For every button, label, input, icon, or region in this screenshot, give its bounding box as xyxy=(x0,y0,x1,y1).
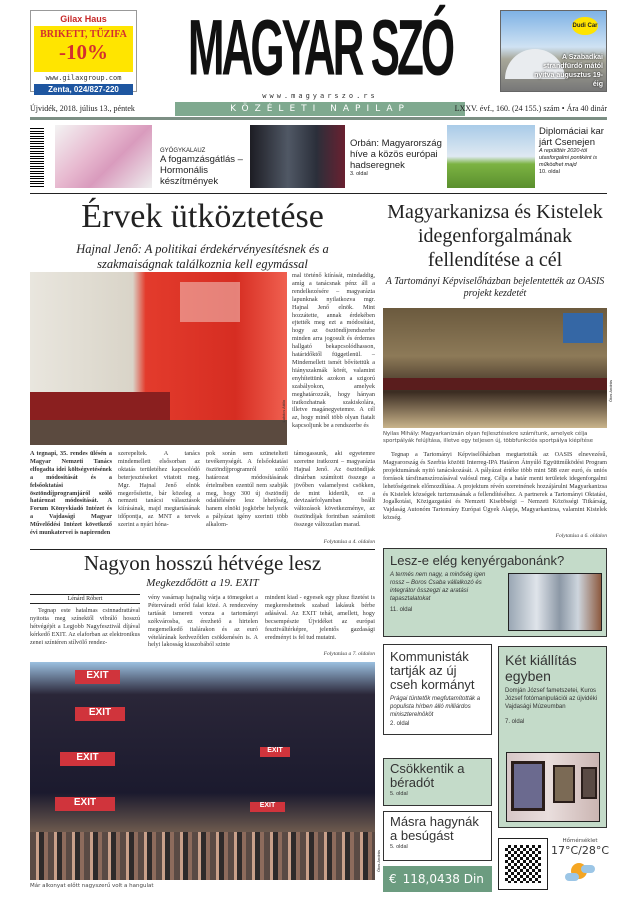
silo-photo xyxy=(508,573,602,631)
divider xyxy=(30,549,375,550)
box-czech[interactable] xyxy=(383,644,492,735)
exit-banner: EXIT xyxy=(55,797,115,811)
box-title: Lesz-e elég kenyérgabonánk? xyxy=(390,553,565,568)
exit-banner: EXIT xyxy=(60,752,115,766)
lead-col-1: A tegnapi, 35. rendes ülésén a Magyar Nemzeti Tanács elfogadta idei költségvetésének a módosítását és a felsőoktatási ösztöndíjprogramjáról szóló határozat módosítását. A Forum Könyvkiadó Intézet és a Vajdasági Magyar Művelődési Intézet következő évi munkatervei is napirenden xyxy=(30,450,112,537)
divider xyxy=(30,117,607,120)
box-wage[interactable] xyxy=(383,758,492,806)
box-page: 11. oldal xyxy=(390,607,413,613)
assembly-photo xyxy=(383,308,607,428)
exit-banner: EXIT xyxy=(250,802,285,812)
teaser-title: Diplomáciai kar járt Csenejen xyxy=(539,126,604,148)
teaser-title: A fogamzásgátlás – Hormonális készítmények xyxy=(160,154,243,187)
lead-col-4: támogassunk, aki egyetemre szeretne iratkozni – magyarázta Hajnal Jenő. Az ösztöndíjak dinárban számított összege a jövőben valamelyest csökken, de mint kiderült, ez a devizaárfolyamban beállt változások következménye, az ösztöndíjak forintban számított összege változatlan marad. xyxy=(294,450,375,529)
pills-photo xyxy=(55,125,152,188)
teaser-orban[interactable] xyxy=(350,138,445,177)
byline: Lénárd Róbert xyxy=(30,594,140,604)
box-bread[interactable] xyxy=(383,548,607,637)
ad-phone: Zenta, 024/827-220 xyxy=(34,84,133,95)
arrow-down-icon: ↓ xyxy=(489,872,500,886)
box-page: 5. oldal xyxy=(390,844,408,850)
exit-banner: EXIT xyxy=(75,670,120,684)
website[interactable]: www.magyarszo.rs xyxy=(262,92,378,100)
box-sub: Domján József fametszetei, Kuros József fotómanipulációi az újvidéki Vajdasági Múzeumban xyxy=(505,688,598,710)
second-caption: Nyilas Mihály: Magyarkanizsán olyan fejlesztésekre számítunk, amelyek célja sportpályák felújítása, illetve egy teljesen új, többfunkciós sportpálya kiépítése xyxy=(383,431,593,444)
teaser-page: 3. oldal xyxy=(350,171,368,177)
exit-continued[interactable]: Folytatása a 7. oldalon xyxy=(323,651,375,657)
date: Újvidék, 2018. július 13., péntek xyxy=(30,104,135,113)
box-sub: A termés nem nagy, a minőség igen rossz – Boros Csaba vállalkozó és integrátor összegzi az aratási tapasztalatokat xyxy=(390,572,486,602)
exit-col-1: Tegnap este hatalmas csinnadrattával nyitotta meg színektől vibráló hosszú hétvégéjét a Legjobb Nagyfesztivál díjával kérkedő EXIT. Az elaforban az elektronikus zenei színtéren stílvölő rendez- xyxy=(30,607,140,646)
box-page: 2. oldal xyxy=(390,721,410,727)
exit-caption: Már alkonyat előtt nagyszerű volt a hangulat xyxy=(30,883,154,889)
weather-label: Hőmérséklet xyxy=(562,838,598,844)
currency-rate xyxy=(383,866,500,892)
teaser-page: 10. oldal xyxy=(539,169,560,175)
orban-photo xyxy=(250,125,345,188)
helicopter-photo xyxy=(447,125,535,188)
weather-value: 17°C/28°C xyxy=(550,844,610,857)
tagline: KÖZÉLETI NAPILAP xyxy=(175,102,465,116)
second-continued[interactable]: Folytatása a 6. oldalon xyxy=(555,533,607,539)
box-exhibit[interactable] xyxy=(498,646,607,828)
exit-banner: EXIT xyxy=(260,747,290,757)
ad-badge: Dudi Car xyxy=(572,17,598,35)
ad-text: A Szabadkai strandfürdő mától nyitva augusztus 19-éig xyxy=(534,54,603,88)
currency-value: 118,0438 Din xyxy=(402,872,484,886)
exit-stage-photo xyxy=(30,662,375,880)
second-headline[interactable]: Magyarkanizsa és Kistelek idegenforgalmának fellendítése a cél xyxy=(387,201,603,271)
teaser-kicker: GYÓGYKALAUZ xyxy=(160,148,206,154)
second-body: Tegnap a Tartományi Képviselőházban megtartották az OASIS elnevezésű, Magyarország és Szerbia közötti Interreg-IPA Határon Átnyúló Együttműködési Program projektumának nyitó tanácskozását. A pályázat értéke több mint 588 ezer euró, és uniós források társfinanszírozásával valósul meg. Célja a határ menti területek idegenforgalmi lehetőségeinek előmozdítása. A projektum révén szeretnének hozzájárulni Magyarkanizsa és Kistelek községek turizmusának a fellendítéséhez. A partnerek a Tartományi Oktatási, Jogalkotási, Közigazgatási és Nemzeti Kisebbségi – Nemzeti Közösségi Titkárság, Vajdaság Autonóm Tartomány Európai Ügyek Alapja, Magyarkanizsa, valamint Kistelek község. xyxy=(383,451,607,522)
exit-headline[interactable]: Nagyon hosszú hétvége lesz xyxy=(83,551,322,575)
exit-subhead: Megkezdődött a 19. EXIT xyxy=(146,577,259,589)
ad-strand[interactable] xyxy=(500,10,607,92)
photo-credit: Lukács Attila xyxy=(281,400,286,423)
photo-credit: Ótos András xyxy=(376,850,381,873)
weather xyxy=(550,838,610,883)
teaser-contraception[interactable] xyxy=(160,148,246,187)
teaser-sub: A repülőtér 2020-tól utasforgalmi pontként is működhet majd xyxy=(539,148,598,168)
box-title: Másra hagynák a besúgást xyxy=(390,814,479,843)
lead-col-3: pok során sem szünetelteti tevékenységét. A felsőoktatási ösztöndíjprogramról szóló határozat módosításának értelmében ezentúl nem szabják meg, hogy 300 új ösztöndíj odaítélésére lesz lehetőség, hanem elnöki jogkörbe helyezik a pályázat igény szerinti több alkalom- xyxy=(206,450,288,529)
box-spy[interactable] xyxy=(383,811,492,861)
partly-sunny-icon xyxy=(565,861,595,883)
exit-banner: EXIT xyxy=(75,707,125,721)
ad-web: www.gilaxgroup.com xyxy=(45,74,122,82)
teaser-title: Orbán: Magyarország híve a közös európai hadseregnek xyxy=(350,138,442,171)
box-title: Két kiállítás egyben xyxy=(505,652,577,684)
box-title: Csökkentik a béradót xyxy=(390,761,465,790)
divider xyxy=(30,193,607,194)
lead-headline[interactable]: Érvek ütköztetése xyxy=(81,198,324,235)
box-sub: Prágai tüntetők megfutamították a populista hírben álló milliárdos miniszterelnököt xyxy=(390,696,481,718)
photo-credit: Ótos András xyxy=(608,380,613,403)
box-page: 7. oldal xyxy=(505,719,525,725)
box-page: 5. oldal xyxy=(390,791,408,797)
lead-col-2: szerepeltek. A tanács mindemellett elsősorban az oktatás területéhez kapcsolódó beterjesztéseket vitatott meg. Mgr. Hajnal Jenő elnök megerősítette, bár közeleg a nemzeti tanácsi választások kiírásának, majd megtartásának időpontja, az MNT a tervek szerint a nyári hóna- xyxy=(118,450,200,529)
second-subhead: A Tartományi Képviselőházban bejelentették az OASIS projekt kezdetét xyxy=(385,276,605,299)
lead-subhead: Hajnal Jenő: A politikai érdekérvényesítésnek és a szakmaiságnak találkoznia kell egymással xyxy=(76,242,329,271)
ad-line: BRIKETT, TŰZIFA xyxy=(40,29,127,40)
ad-brand: Gilax Haus xyxy=(60,14,107,24)
council-photo xyxy=(30,272,287,445)
barcode xyxy=(30,127,44,187)
exit-col-3: mindent kiad - egyesek egy plusz fizetést is megkereshetnek szabad lakásuk bérbe adásával. Az EXIT tehát, amellett, hogy becsempészte Újvidéket az európai fesztiváltérképre, jelentős gazdasági eredményt is fel tud mutatni. xyxy=(265,594,375,641)
box-title: Kommunisták tartják az új cseh kormányt xyxy=(390,649,475,692)
ad-discount: -10% xyxy=(59,40,108,64)
teaser-csenej[interactable] xyxy=(539,126,609,175)
exhibit-photo xyxy=(506,752,600,822)
masthead-logo: MAGYAR SZÓ xyxy=(187,4,453,93)
ad-gilax[interactable] xyxy=(30,10,137,92)
qr-code[interactable] xyxy=(498,838,548,890)
euro-icon: € xyxy=(389,872,397,886)
issue-info: LXXV. évf., 160. (24 155.) szám • Ára 40 dinár xyxy=(454,104,607,113)
exit-col-2: vény vasárnap hajnalig várja a tömegeket a Péterváradi erőd falai közé. A rendezvény tartását ismereti vonza a tartományi székvárosba, ez érezhető a hirtelen megemelkedő italárakon és az euró vételárának kedvezőtlen csökkenésén is. A helyi lakosság kisszobából szinte xyxy=(148,594,258,649)
lead-continued[interactable]: Folytatása a 4. oldalon xyxy=(323,539,375,545)
lead-side-text: mal történő kiírását, mindaddig, amíg a tanácsnak pénz áll a rendelkezésére – magyarázta lapunknak nyilatkozva mgr. Hajnal Jenő elnök. Mint hozzátette, annak érdekében ejtették meg ezt a módosítást, hogy az ösztöndíjrendszerbe minden arra jogosult és érdemes hallgató bekapcsolódhasson, határidőktől függetlenül. – Mindemellett ismét bővítettük a hiányszakmák körét, valamint enyhítettünk azokon a szigorú szabályokon, amelyek meghatározzák, hogy hányan iratkozhatnak szakiskolára, illetve magánegyetemre. A cél az, hogy minél több olyan fiatalt kapcsoljunk be a rendszerbe és xyxy=(292,272,375,430)
